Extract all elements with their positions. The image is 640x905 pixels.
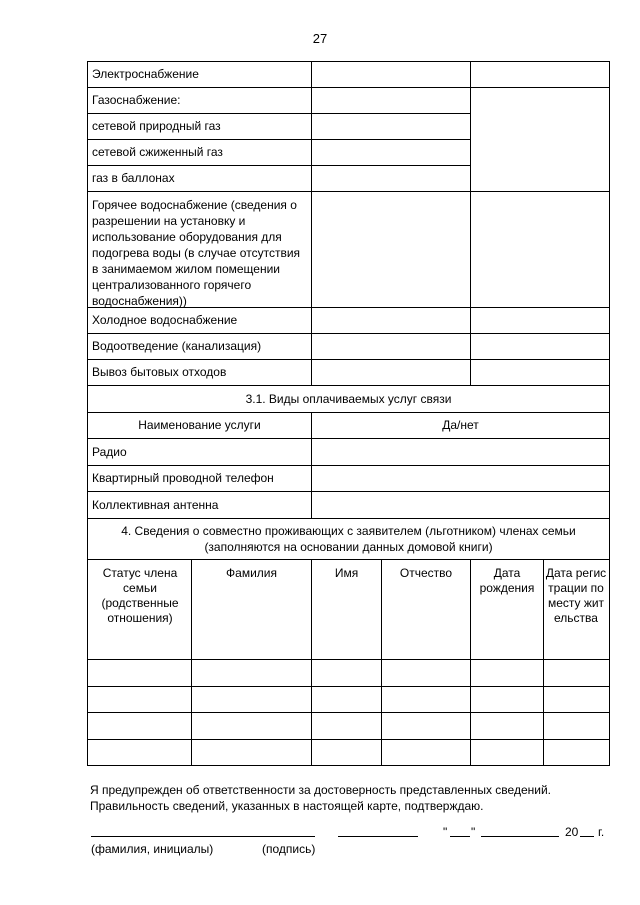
row-label-cold-water: Холодное водоснабжение — [92, 313, 238, 327]
service-row-radio: Радио — [92, 445, 127, 459]
declaration-line2: Правильность сведений, указанных в настоящей карте, подтверждаю. — [90, 799, 484, 813]
row-label-bottled-gas: газ в баллонах — [92, 171, 175, 185]
year-suffix: г. — [598, 825, 605, 839]
row-label-electricity: Электроснабжение — [92, 67, 199, 81]
service-row-telephone: Квартирный проводной телефон — [92, 471, 274, 485]
date-quote-close: " — [471, 825, 476, 839]
date-day-line — [450, 836, 470, 837]
family-heading-line1: 4. Сведения о совместно проживающих с заявителем (льготником) членах семьи — [121, 524, 576, 538]
row-label-gas: Газоснабжение: — [92, 93, 181, 107]
row-label-hot-water: Горячее водоснабжение (сведения о разрешении на установку и использование оборудования для подогрева воды (в случае отсутствия в занимаемом жилом помещении централизованного горячего водоснабжения)) — [92, 198, 301, 308]
column-header-birth-date: Дата рождения — [479, 566, 535, 595]
page-number: 27 — [312, 31, 328, 46]
row-label-natural-gas: сетевой природный газ — [92, 119, 221, 133]
column-header-status: Статус члена семьи (родственные отношения) — [101, 566, 179, 625]
declaration-line1: Я предупрежден об ответственности за достоверность представленных сведений. — [90, 783, 551, 797]
date-year-line — [580, 836, 594, 837]
column-header-service: Наименование услуги — [138, 418, 261, 432]
date-month-line — [481, 836, 559, 837]
family-heading-line2: (заполняются на основании данных домовой книги) — [204, 540, 493, 554]
communications-heading: 3.1. Виды оплачиваемых услуг связи — [245, 392, 452, 406]
label-name-initials: (фамилия, инициалы) — [91, 842, 214, 856]
row-label-waste-removal: Вывоз бытовых отходов — [92, 365, 227, 379]
year-prefix: 20 — [565, 825, 579, 839]
column-header-registration-date: Дата регистрации по месту жительства — [545, 566, 607, 625]
column-header-patronymic: Отчество — [399, 566, 453, 580]
row-label-sewerage: Водоотведение (канализация) — [92, 339, 262, 353]
name-signature-line — [91, 836, 315, 837]
column-header-surname: Фамилия — [226, 566, 277, 580]
column-header-yes-no: Да/нет — [442, 418, 479, 432]
row-label-liquefied-gas: сетевой сжиженный газ — [92, 145, 223, 159]
label-signature: (подпись) — [262, 842, 316, 856]
service-row-antenna: Коллективная антенна — [92, 498, 219, 512]
column-header-name: Имя — [334, 566, 359, 580]
date-quote-open: " — [443, 825, 448, 839]
signature-line — [338, 836, 418, 837]
